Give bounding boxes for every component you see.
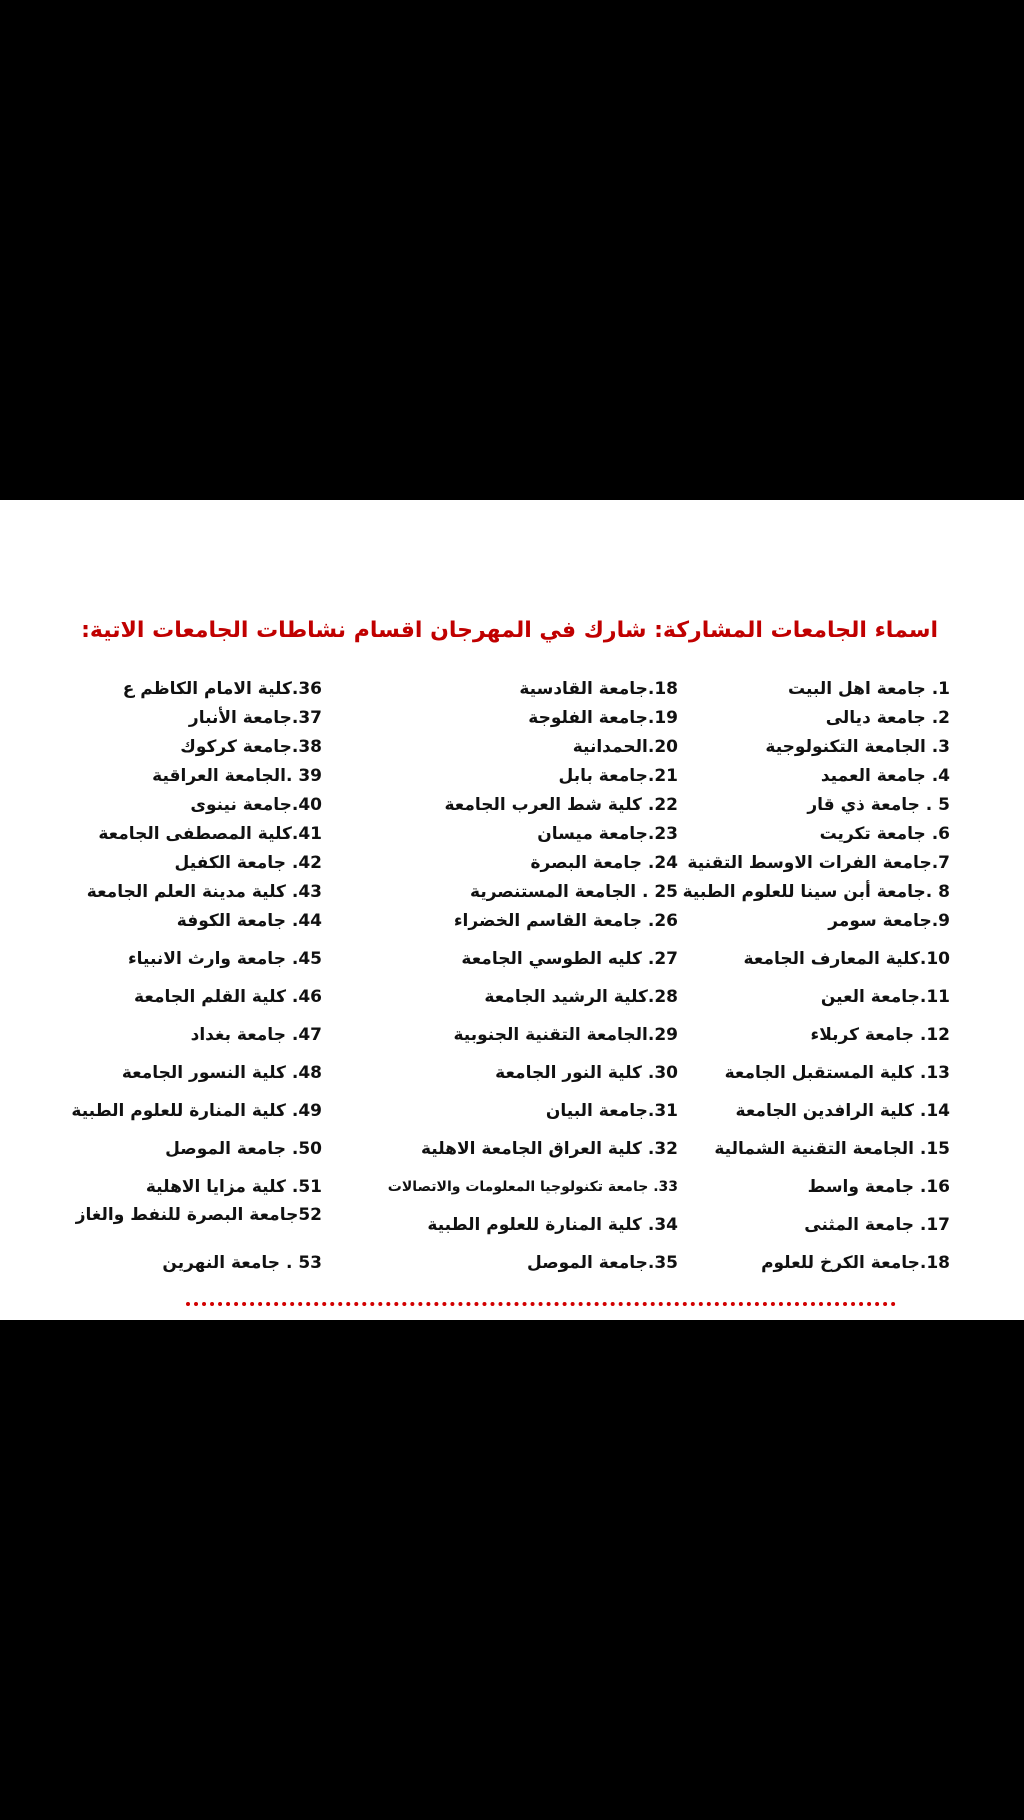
list-item: 45. جامعة وارث الانبياء xyxy=(127,949,322,969)
list-item: 8 .جامعة أبن سينا للعلوم الطبية xyxy=(682,882,950,902)
list-item: 9.جامعة سومر xyxy=(828,911,950,931)
dotted-divider xyxy=(186,1302,896,1306)
list-item: 7.جامعة الفرات الاوسط التقنية xyxy=(687,853,950,873)
page-title: اسماء الجامعات المشاركة: شارك في المهرجان اقسام نشاطات الجامعات الاتية: xyxy=(81,618,938,643)
list-item: 24. جامعة البصرة xyxy=(530,853,678,873)
list-item: 49. كلية المنارة للعلوم الطبية xyxy=(71,1101,322,1121)
list-item: 28.كلية الرشيد الجامعة xyxy=(484,987,678,1007)
list-item: 10.كلية المعارف الجامعة xyxy=(743,949,950,969)
list-item: 14. كلية الرافدين الجامعة xyxy=(735,1101,950,1121)
list-item: 48. كلية النسور الجامعة xyxy=(121,1063,322,1083)
list-item: 3. الجامعة التكنولوجية xyxy=(765,737,950,757)
list-item: 19.جامعة الفلوجة xyxy=(528,708,678,728)
list-item: 22. كلية شط العرب الجامعة xyxy=(444,795,678,815)
list-item: 17. جامعة المثنى xyxy=(804,1215,950,1235)
list-item: 25 . الجامعة المستنصرية xyxy=(470,882,678,902)
list-item: 44. جامعة الكوفة xyxy=(176,911,322,931)
list-item: 52جامعة البصرة للنفط والغاز xyxy=(75,1205,322,1225)
list-item: 1. جامعة اهل البيت xyxy=(788,679,950,699)
list-item: 12. جامعة كربلاء xyxy=(810,1025,950,1045)
list-item: 37.جامعة الأنبار xyxy=(188,708,322,728)
list-item: 23.جامعة ميسان xyxy=(537,824,678,844)
list-item: 40.جامعة نينوى xyxy=(190,795,322,815)
list-item: 34. كلية المنارة للعلوم الطبية xyxy=(427,1215,678,1235)
list-item: 18.جامعة الكرخ للعلوم xyxy=(761,1253,950,1273)
document-panel xyxy=(0,500,1024,1320)
list-item: 15. الجامعة التقنية الشمالية xyxy=(714,1139,950,1159)
list-item: 18.جامعة القادسية xyxy=(519,679,678,699)
list-item: 20.الحمدانية xyxy=(572,737,678,757)
list-item: 38.جامعة كركوك xyxy=(180,737,322,757)
list-item: 5 . جامعة ذي قار xyxy=(807,795,950,815)
list-item: 29.الجامعة التقنية الجنوبية xyxy=(453,1025,678,1045)
list-item: 33. جامعة تكنولوجيا المعلومات والاتصالات xyxy=(387,1179,678,1195)
list-item: 35.جامعة الموصل xyxy=(527,1253,678,1273)
list-item: 32. كلية العراق الجامعة الاهلية xyxy=(420,1139,678,1159)
list-item: 43. كلية مدينة العلم الجامعة xyxy=(86,882,322,902)
list-item: 51. كلية مزايا الاهلية xyxy=(145,1177,322,1197)
list-item: 42. جامعة الكفيل xyxy=(174,853,322,873)
list-item: 36.كلية الامام الكاظم ع xyxy=(122,679,322,699)
list-item: 27. كليه الطوسي الجامعة xyxy=(461,949,678,969)
list-item: 30. كلية النور الجامعة xyxy=(495,1063,678,1083)
list-item: 47. جامعة بغداد xyxy=(190,1025,322,1045)
list-item: 11.جامعة العين xyxy=(820,987,950,1007)
list-item: 2. جامعة ديالى xyxy=(825,708,950,728)
list-item: 50. جامعة الموصل xyxy=(165,1139,322,1159)
list-item: 46. كلية القلم الجامعة xyxy=(134,987,322,1007)
list-item: 6. جامعة تكريت xyxy=(819,824,950,844)
list-item: 4. جامعة العميد xyxy=(820,766,950,786)
list-item: 41.كلية المصطفى الجامعة xyxy=(98,824,322,844)
list-item: 31.جامعة البيان xyxy=(545,1101,678,1121)
list-item: 16. جامعة واسط xyxy=(807,1177,950,1197)
list-item: 21.جامعة بابل xyxy=(558,766,678,786)
list-item: 39 .الجامعة العراقية xyxy=(152,766,322,786)
list-item: 53 . جامعة النهرين xyxy=(162,1253,322,1273)
list-item: 26. جامعة القاسم الخضراء xyxy=(453,911,678,931)
list-item: 13. كلية المستقبل الجامعة xyxy=(724,1063,950,1083)
